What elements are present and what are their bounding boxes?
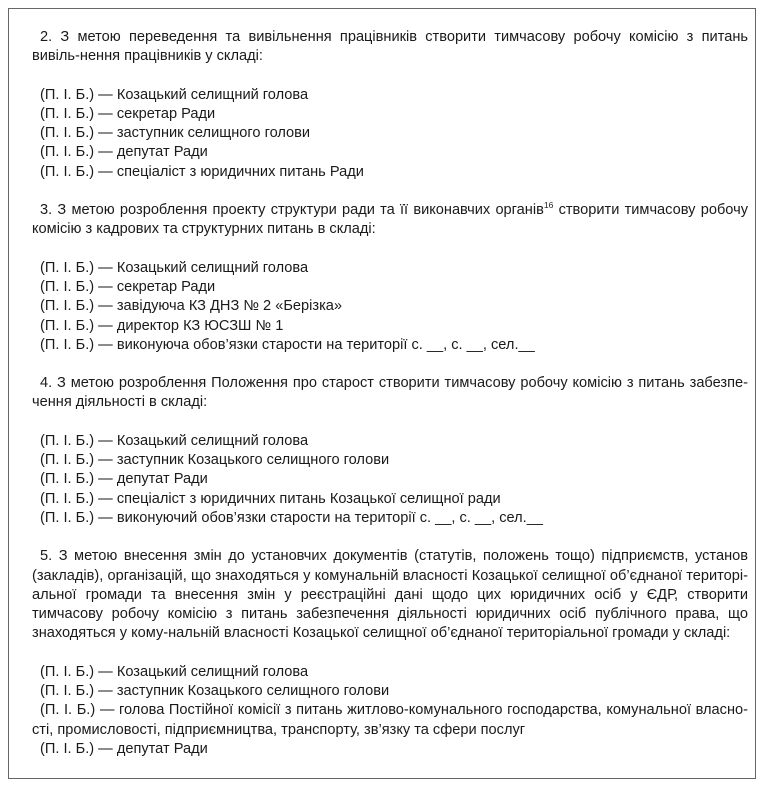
paragraph-text: 3. З метою розроблення проекту структури ради та її виконавчих органів xyxy=(40,202,544,219)
list-item: (П. І. Б.) — заступник селищного голови xyxy=(40,125,311,142)
list-item: (П. І. Б.) — Козацький селищний голова xyxy=(40,663,309,680)
list-item: (П. І. Б.) — депутат Ради xyxy=(40,144,208,161)
list-item: (П. І. Б.) — заступник Козацького селищного голови xyxy=(40,683,390,700)
commission-list-4 xyxy=(32,432,748,528)
paragraph-item-5: 5. З метою внесення змін до установчих документів (статутів, положень тощо) підприємств, установ (закладів), організацій, що знаходяться у комунальній власності Козацької селищної об’єднаної територі-альної громади та внесення змін у реєстраційні дані щодо цих юридичних осіб у ЄДР, створити тимчасову робочу комісію з питань забезпечення діяльності юридичних осіб публічного права, що знаходяться у кому-нальній власності Козацької селищної об’єднаної територіальної громади у складі: xyxy=(32,548,748,642)
paragraph-item-4: 4. З метою розроблення Положення про старост створити тимчасову робочу комісію з питань забезпе-чення діяльності в складі: xyxy=(32,375,748,411)
commission-list-5 xyxy=(32,663,748,759)
list-item: (П. І. Б.) — депутат Ради xyxy=(40,471,208,488)
list-item: (П. І. Б.) — депутат Ради xyxy=(40,740,208,757)
list-item: (П. І. Б.) — Козацький селищний голова xyxy=(40,432,309,449)
list-item: (П. І. Б.) — Козацький селищний голова xyxy=(40,86,309,103)
document-body xyxy=(32,28,748,759)
commission-list-2 xyxy=(32,86,748,182)
footnote-ref[interactable]: 16 xyxy=(543,200,554,211)
paragraph-item-3 xyxy=(32,201,748,240)
list-item: (П. І. Б.) — спеціаліст з юридичних питань Ради xyxy=(40,163,364,180)
list-item: (П. І. Б.) — голова Постійної комісії з питань житлово-комунального господарства, комунальної власно-сті, промисловості, підприємництва, транспорту, зв’язку та сфери послуг xyxy=(32,702,748,738)
list-item: (П. І. Б.) — заступник Козацького селищного голови xyxy=(40,452,390,469)
list-item: (П. І. Б.) — секретар Ради xyxy=(40,105,216,122)
paragraph-item-2: 2. З метою переведення та вивільнення працівників створити тимчасову робочу комісію з питань вивіль-нення працівників у складі: xyxy=(32,29,748,65)
list-item: (П. І. Б.) — завідуюча КЗ ДНЗ № 2 «Берізка» xyxy=(40,298,343,315)
list-item: (П. І. Б.) — спеціаліст з юридичних питань Козацької селищної ради xyxy=(40,490,501,507)
paragraph-text: створити тимчасову робочу комісію з кадрових та структурних питань в складі: xyxy=(32,202,749,238)
list-item: (П. І. Б.) — виконуючий обов’язки старости на території с. __, с. __, сел.__ xyxy=(40,509,543,526)
list-item: (П. І. Б.) — секретар Ради xyxy=(40,278,216,295)
commission-list-3 xyxy=(32,259,748,355)
list-item: (П. І. Б.) — директор КЗ ЮСЗШ № 1 xyxy=(40,317,284,334)
list-item: (П. І. Б.) — Козацький селищний голова xyxy=(40,259,309,276)
list-item: (П. І. Б.) — виконуюча обов’язки старости на території с. __, с. __, сел.__ xyxy=(40,336,535,353)
